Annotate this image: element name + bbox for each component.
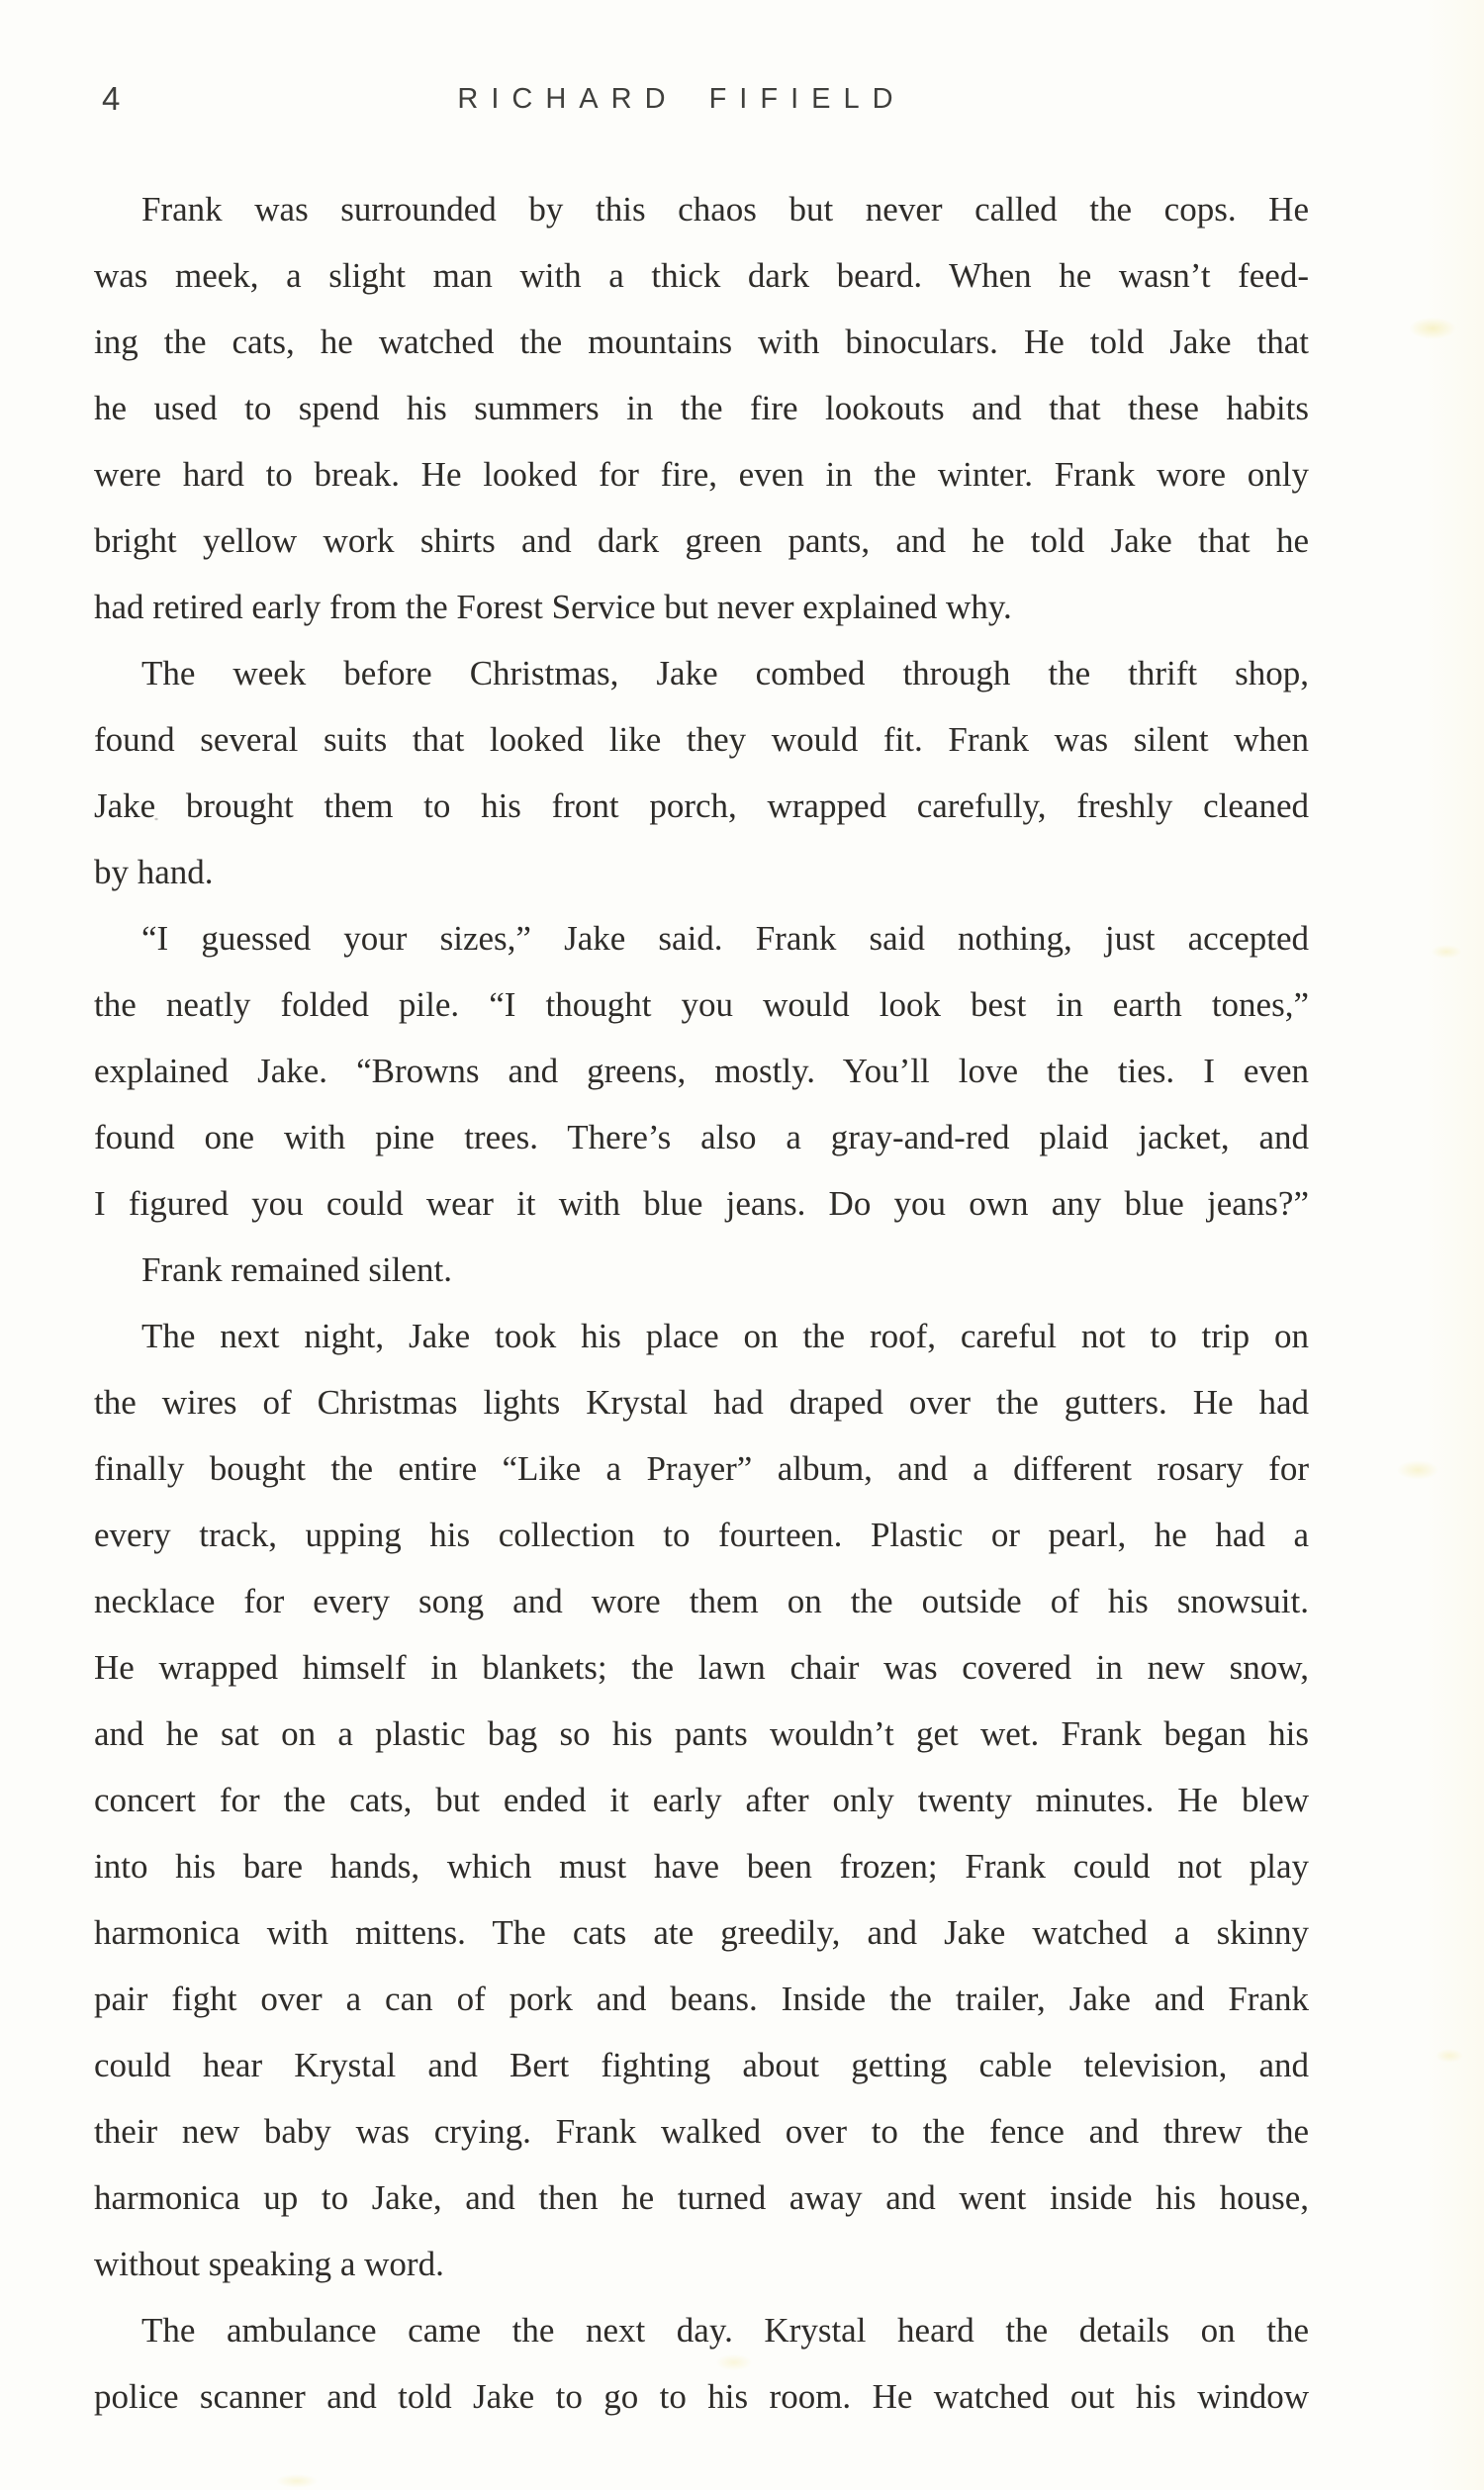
running-header-title: RICHARD FIFIELD: [457, 83, 906, 115]
text-line: had retired early from the Forest Service but never explained why.: [94, 588, 1012, 626]
paragraph: [94, 905, 1309, 1237]
text-line: harmonica with mittens. The cats ate greedily, and Jake watched a skinny: [94, 1913, 1309, 1952]
text-line: found one with pine trees. There’s also a gray-and-red plaid jacket, and: [94, 1118, 1309, 1156]
text-line: were hard to break. He looked for fire, even in the winter. Frank wore only: [94, 455, 1309, 494]
text-line: every track, upping his collection to fourteen. Plastic or pearl, he had a: [94, 1516, 1309, 1554]
paragraph: [94, 2297, 1309, 2430]
text-line: concert for the cats, but ended it early after only twenty minutes. He blew: [94, 1781, 1309, 1819]
text-line: was meek, a slight man with a thick dark beard. When he wasn’t feed-: [94, 256, 1309, 295]
text-line: harmonica up to Jake, and then he turned away and went inside his house,: [94, 2178, 1309, 2217]
text-line: and he sat on a plastic bag so his pants wouldn’t get wet. Frank began his: [94, 1714, 1309, 1753]
text-line: “I guessed your sizes,” Jake said. Frank said nothing, just accepted: [141, 919, 1309, 958]
text-line: I figured you could wear it with blue jeans. Do you own any blue jeans?”: [94, 1184, 1309, 1223]
text-line: Jake brought them to his front porch, wrapped carefully, freshly cleaned: [94, 786, 1309, 825]
text-line: pair fight over a can of pork and beans. Inside the trailer, Jake and Frank: [94, 1980, 1309, 2018]
text-line: the wires of Christmas lights Krystal had draped over the gutters. He had: [94, 1383, 1309, 1422]
text-line: Frank was surrounded by this chaos but never called the cops. He: [141, 190, 1309, 229]
text-line: He wrapped himself in blankets; the lawn chair was covered in new snow,: [94, 1648, 1309, 1687]
text-line: The next night, Jake took his place on the roof, careful not to trip on: [141, 1317, 1309, 1355]
text-line: could hear Krystal and Bert fighting about getting cable television, and: [94, 2046, 1309, 2084]
text-line: their new baby was crying. Frank walked over to the fence and threw the: [94, 2112, 1309, 2151]
paragraph: [94, 1303, 1309, 2297]
text-line: he used to spend his summers in the fire lookouts and that these habits: [94, 389, 1309, 427]
text-line: without speaking a word.: [94, 2245, 444, 2283]
text-line: The ambulance came the next day. Krystal heard the details on the: [141, 2311, 1309, 2350]
paragraph: [94, 1237, 1309, 1303]
text-line: necklace for every song and wore them on the outside of his snowsuit.: [94, 1582, 1309, 1620]
paragraph: [94, 176, 1309, 640]
text-line: ing the cats, he watched the mountains with binoculars. He told Jake that: [94, 323, 1309, 361]
text-line: The week before Christmas, Jake combed through the thrift shop,: [141, 654, 1309, 692]
paragraph: [94, 640, 1309, 905]
body-text: [94, 176, 1309, 2430]
text-line: explained Jake. “Browns and greens, mostly. You’ll love the ties. I even: [94, 1052, 1309, 1090]
running-head: [94, 81, 1309, 121]
text-line: bright yellow work shirts and dark green pants, and he told Jake that he: [94, 521, 1309, 560]
text-line: found several suits that looked like they would fit. Frank was silent when: [94, 720, 1309, 759]
text-line: Frank remained silent.: [141, 1250, 452, 1289]
text-line: by hand.: [94, 853, 214, 891]
text-line: police scanner and told Jake to go to his room. He watched out his window: [94, 2377, 1309, 2416]
text-line: finally bought the entire “Like a Prayer” album, and a different rosary for: [94, 1449, 1309, 1488]
text-line: into his bare hands, which must have been frozen; Frank could not play: [94, 1847, 1309, 1886]
page-number: 4: [102, 80, 121, 117]
text-line: the neatly folded pile. “I thought you would look best in earth tones,”: [94, 985, 1309, 1024]
